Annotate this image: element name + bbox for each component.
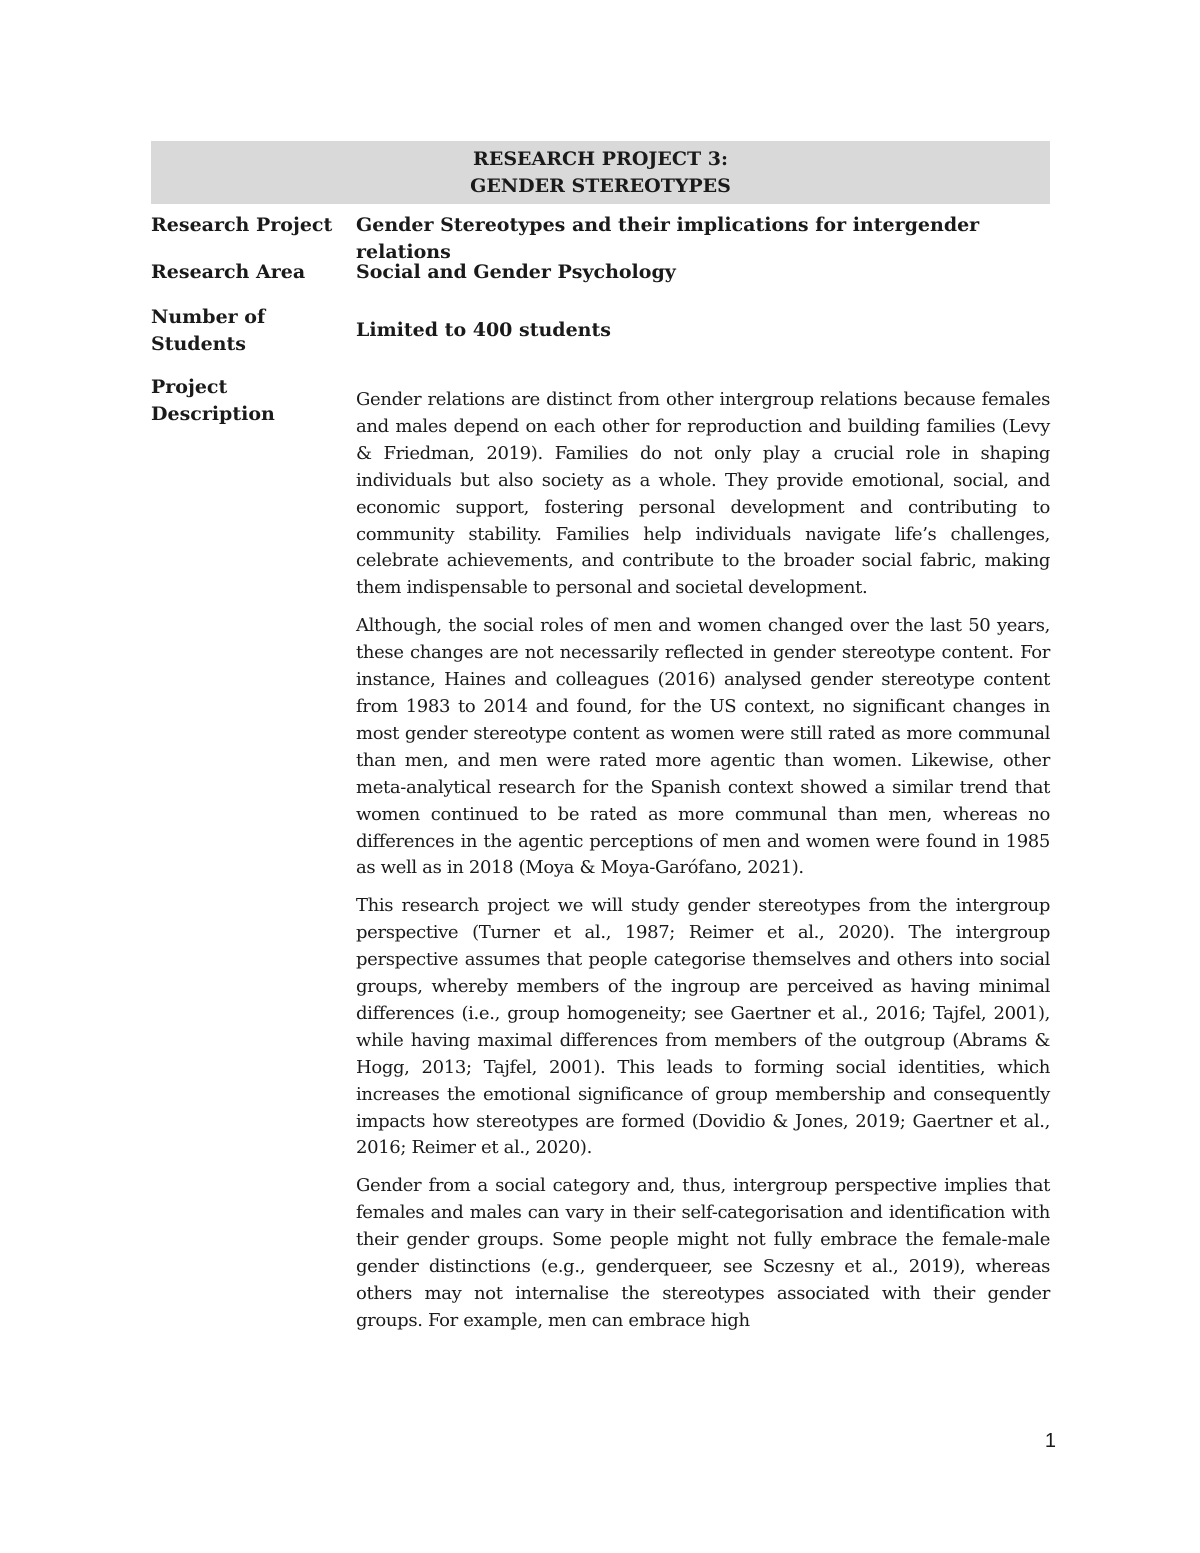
project-description-label-line2: Description: [151, 403, 275, 425]
description-paragraph-1: Gender relations are distinct from other intergroup relations because females and males depend on each other for reproduction and building families (Levy & Friedman, 2019). Families do not only play a crucial role in shaping individuals but also society as a whole. They provide emotional, social, and economic support, fostering personal development and contributing to community stability. Families help individuals navigate life’s challenges, celebrate achievements, and contribute to the broader social fabric, making them indispensable to personal and societal development.: [356, 389, 1050, 599]
description-paragraph-3: This research project we will study gender stereotypes from the intergroup perspective (Turner et al., 1987; Reimer et al., 2020). The intergroup perspective assumes that people categorise themselves and others into social groups, whereby members of the ingroup are perceived as having minimal differences (i.e., group homogeneity; see Gaertner et al., 2016; Tajfel, 2001), while having maximal differences from members of the outgroup (Abrams & Hogg, 2013; Tajfel, 2001). This leads to forming social identities, which increases the emotional significance of group membership and consequently impacts how stereotypes are formed (Dovidio & Jones, 2019; Gaertner et al., 2016; Reimer et al., 2020).: [356, 895, 1050, 1159]
project-description-body: [356, 387, 1050, 1346]
number-of-students-value: Limited to 400 students: [356, 319, 611, 341]
page-number: 1: [1044, 1430, 1056, 1452]
research-project-label: Research Project: [151, 214, 333, 236]
research-project-value: Gender Stereotypes and their implications for intergender relations: [356, 214, 980, 263]
header-title-line1: RESEARCH PROJECT 3:: [473, 148, 728, 170]
project-description-label-line1: Project: [151, 376, 228, 398]
research-area-value: Social and Gender Psychology: [356, 261, 676, 283]
number-of-students-label-line2: Students: [151, 333, 246, 355]
project-header-band: [151, 141, 1050, 204]
number-of-students-label-line1: Number of: [151, 306, 266, 328]
project-description-label: [151, 374, 341, 428]
research-area-label: Research Area: [151, 261, 306, 283]
description-paragraph-2: Although, the social roles of men and women changed over the last 50 years, these changes are not necessarily reflected in gender stereotype content. For instance, Haines and colleagues (2016) analysed gender stereotype content from 1983 to 2014 and found, for the US context, no significant changes in most gender stereotype content as women were still rated as more communal than men, and men were rated more agentic than women. Likewise, other meta-analytical research for the Spanish context showed a similar trend that women continued to be rated as more communal than men, whereas no differences in the agentic perceptions of men and women were found in 1985 as well as in 2018 (Moya & Moya-Garófano, 2021).: [356, 615, 1050, 879]
header-title-line2: GENDER STEREOTYPES: [470, 175, 731, 197]
description-paragraph-4: Gender from a social category and, thus, intergroup perspective implies that females and males can vary in their self-categorisation and identification with their gender groups. Some people might not fully embrace the female-male gender distinctions (e.g., genderqueer, see Sczesny et al., 2019), whereas others may not internalise the stereotypes associated with their gender groups. For example, men can embrace high: [356, 1175, 1050, 1331]
number-of-students-label: [151, 304, 341, 358]
